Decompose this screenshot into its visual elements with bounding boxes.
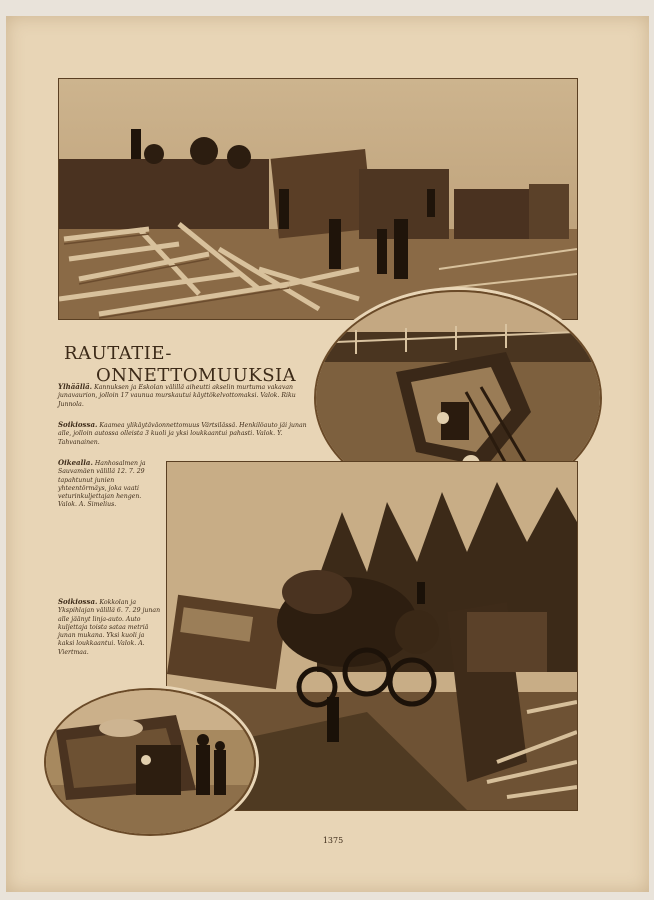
- title-line-2: ONNETTOMUUKSIA: [96, 365, 297, 386]
- caption-top-text: Kannuksen ja Eskolan välillä aiheutti akselin murtuma vakavan junavaurion, jolloin 17 vaunua murskautui käyttökelvottomaksi. Valok. Riku Junnola.: [58, 384, 296, 408]
- caption-bus-lead: Soikiossa.: [58, 597, 98, 606]
- caption-oval-car: [58, 421, 316, 447]
- caption-top-lead: Ylhäällä.: [58, 382, 93, 391]
- caption-oval-lead: Soikiossa.: [58, 420, 98, 429]
- caption-bus-text: Kokkolan ja Ykspihlajan välillä 6. 7. 29 junan alle jäänyt linja-auto. Auto kuljettaja toista sataa metriä junan mukana. Yksi kuoli ja kaksi loukkaantui. Valok. A. Viertmaa.: [58, 599, 161, 656]
- magazine-page: [6, 16, 649, 892]
- caption-oval-text: Kaamea ylikäytäväonnettomuus Värtsilässä. Henkilöauto jäi junan alle, jolloin autossa olleista 3 kuoli ja yksi loukkaantui pahasti. Valok. Y. Tahvanainen.: [58, 422, 307, 446]
- photo-derailment-top: [58, 78, 578, 320]
- title-line-1: RAUTATIE-: [64, 343, 172, 364]
- photo-bus-oval: [44, 688, 256, 836]
- caption-oval-bus: [58, 598, 162, 657]
- page-number: 1375: [322, 836, 344, 845]
- caption-right-photo: [58, 459, 162, 510]
- article-title: [64, 343, 324, 387]
- caption-right-lead: Oikealla.: [58, 458, 93, 467]
- caption-top-photo: [58, 383, 318, 409]
- caption-right-text: Hanhosalmen ja Sauvamäen välillä 12. 7. 29 tapahtunut junien yhteentörmäys, joka vaati veturinkuljettajan hengen. Valok. A. Simelius.: [58, 460, 146, 509]
